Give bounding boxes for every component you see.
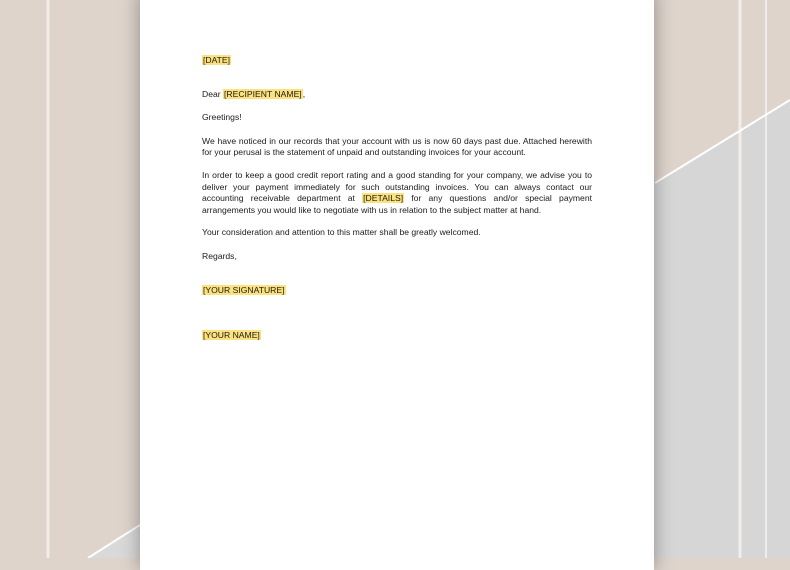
salutation-suffix: , [302,88,306,99]
salutation-prefix: Dear [202,88,224,99]
paragraph-2-start: In order to keep a good credit report rating and a good standing for your company, we advise you to deliver your payment immediately for such outstanding invoices. You can always contact our accounting receivable department at [202,169,592,204]
paragraph-3: Your consideration and attention to this matter shall be greatly welcomed. [202,227,481,238]
salutation [202,89,592,101]
paragraph-2 [202,170,592,216]
closing: Regards, [202,250,237,261]
recipient-placeholder: [RECIPIENT NAME] [224,88,302,99]
letter-body [202,55,592,342]
name-line [202,330,592,342]
paragraph-1: We have noticed in our records that your account with us is now 60 days past due. Attached herewith for your perusal is the statement of unpaid and outstanding invoices for your account. [202,135,592,158]
paragraph-2-end: for any questions and/or special payment arrangements you would like to negotiate with us in relation to the subject matter at hand. [202,193,592,215]
signature-placeholder: [YOUR SIGNATURE] [203,284,285,295]
greeting: Greetings! [202,112,242,123]
details-placeholder: [DETAILS] [363,193,404,204]
date-placeholder: [DATE] [203,55,231,65]
name-placeholder: [YOUR NAME] [203,330,260,341]
signature-line [202,285,592,297]
date-line [202,55,592,67]
